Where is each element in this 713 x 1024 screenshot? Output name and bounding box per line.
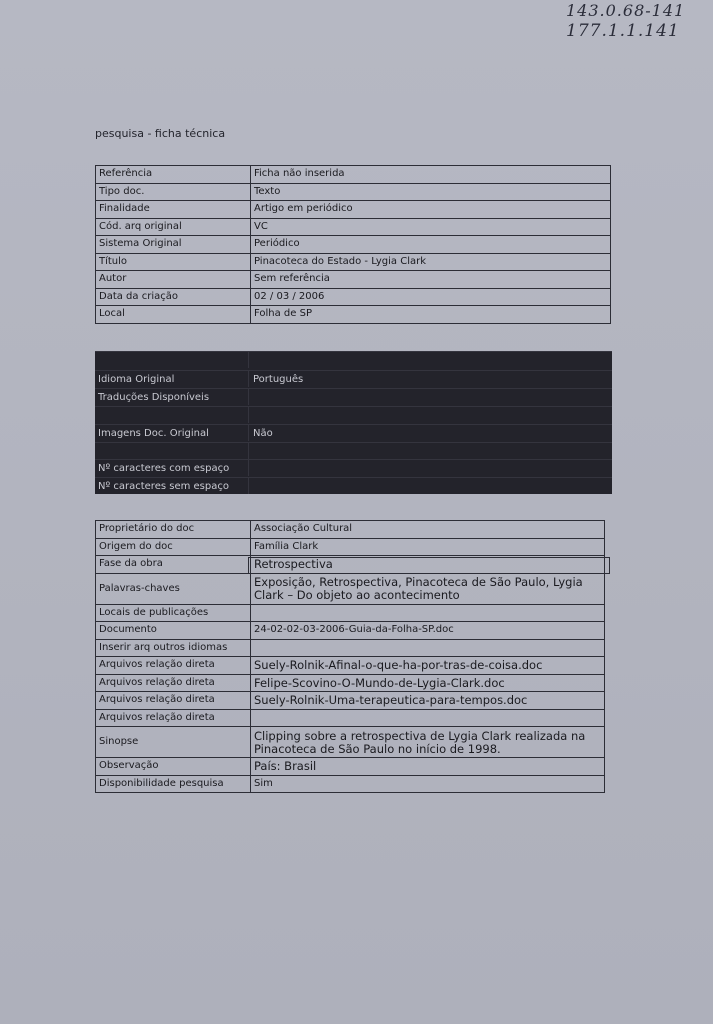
field-label: Autor bbox=[96, 271, 251, 289]
field-value: País: Brasil bbox=[251, 758, 605, 776]
field-label: Data da criação bbox=[96, 288, 251, 306]
table-row bbox=[96, 253, 611, 271]
reference-table bbox=[95, 165, 611, 324]
field-label: Observação bbox=[96, 758, 251, 776]
field-value: Associação Cultural bbox=[251, 521, 605, 539]
fase-value-box bbox=[248, 557, 610, 574]
field-value: Clipping sobre a retrospectiva de Lygia Clark realizada na Pinacoteca de São Paulo no início de 1998. bbox=[251, 727, 605, 758]
field-value bbox=[251, 639, 605, 657]
table-row bbox=[96, 604, 605, 622]
table-row bbox=[96, 288, 611, 306]
field-label: Finalidade bbox=[96, 201, 251, 219]
table-row bbox=[96, 201, 611, 219]
table-row bbox=[96, 622, 605, 640]
table-row bbox=[96, 166, 611, 184]
field-label: Inserir arq outros idiomas bbox=[96, 639, 251, 657]
field-value: Suely-Rolnik-Afinal-o-que-ha-por-tras-de-coisa.doc bbox=[251, 657, 605, 675]
table-row bbox=[96, 521, 605, 539]
table-row bbox=[95, 370, 612, 387]
handwritten-note-2: 177.1.1.141 bbox=[566, 21, 680, 41]
table-row bbox=[96, 674, 605, 692]
field-value: Felipe-Scovino-O-Mundo-de-Lygia-Clark.doc bbox=[251, 674, 605, 692]
field-label: Arquivos relação direta bbox=[96, 692, 251, 710]
field-label: Palavras-chaves bbox=[96, 573, 251, 604]
field-label: Documento bbox=[96, 622, 251, 640]
field-label: Locais de publicações bbox=[96, 604, 251, 622]
field-value: Não bbox=[253, 428, 273, 439]
table-row bbox=[95, 424, 612, 441]
field-value: Texto bbox=[251, 183, 611, 201]
field-label: Arquivos relação direta bbox=[96, 657, 251, 675]
field-label: Arquivos relação direta bbox=[96, 674, 251, 692]
field-value: Exposição, Retrospectiva, Pinacoteca de São Paulo, Lygia Clark – Do objeto ao acontecimento bbox=[251, 573, 605, 604]
table-row bbox=[96, 306, 611, 324]
field-value bbox=[251, 709, 605, 727]
handwritten-note-1: 143.0.68-141 bbox=[566, 1, 686, 20]
field-value: Retrospectiva bbox=[251, 556, 605, 574]
field-value: Português bbox=[253, 374, 304, 385]
field-label: Proprietário do doc bbox=[96, 521, 251, 539]
field-label: Referência bbox=[96, 166, 251, 184]
table-row bbox=[96, 692, 605, 710]
field-label: Cód. arq original bbox=[96, 218, 251, 236]
dark-row-empty bbox=[95, 351, 612, 368]
field-label: Arquivos relação direta bbox=[96, 709, 251, 727]
table-row bbox=[96, 758, 605, 776]
table-row bbox=[96, 727, 605, 758]
field-label: Sinopse bbox=[96, 727, 251, 758]
table-row bbox=[96, 538, 605, 556]
field-label: Sistema Original bbox=[96, 236, 251, 254]
field-label: Origem do doc bbox=[96, 538, 251, 556]
table-row bbox=[96, 573, 605, 604]
field-value: Sem referência bbox=[251, 271, 611, 289]
table-row bbox=[96, 657, 605, 675]
field-value: Artigo em periódico bbox=[251, 201, 611, 219]
page-title: pesquisa - ficha técnica bbox=[95, 127, 226, 140]
field-value: Pinacoteca do Estado - Lygia Clark bbox=[251, 253, 611, 271]
field-value: Ficha não inserida bbox=[251, 166, 611, 184]
table-row bbox=[96, 709, 605, 727]
table-row bbox=[96, 639, 605, 657]
field-label: Fase da obra bbox=[96, 556, 251, 574]
table-row bbox=[96, 775, 605, 793]
dark-row-spacer bbox=[95, 406, 612, 423]
field-label: Título bbox=[96, 253, 251, 271]
field-label: Idioma Original bbox=[98, 374, 175, 385]
field-value: Periódico bbox=[251, 236, 611, 254]
field-value: Suely-Rolnik-Uma-terapeutica-para-tempos.doc bbox=[251, 692, 605, 710]
field-value: Família Clark bbox=[251, 538, 605, 556]
table-row bbox=[96, 236, 611, 254]
table-row bbox=[96, 183, 611, 201]
field-value: VC bbox=[251, 218, 611, 236]
language-info-panel bbox=[95, 351, 612, 494]
field-value: 24-02-02-03-2006-Guia-da-Folha-SP.doc bbox=[251, 622, 605, 640]
field-value: Sim bbox=[251, 775, 605, 793]
table-row bbox=[96, 271, 611, 289]
field-label: Traduções Disponíveis bbox=[98, 392, 210, 403]
field-label: Imagens Doc. Original bbox=[98, 428, 209, 439]
field-label: Nº caracteres sem espaço bbox=[98, 481, 229, 492]
dark-row-spacer bbox=[95, 442, 612, 459]
field-label: Disponibilidade pesquisa bbox=[96, 775, 251, 793]
field-label: Nº caracteres com espaço bbox=[98, 463, 230, 474]
table-row bbox=[95, 388, 612, 405]
field-value: Folha de SP bbox=[251, 306, 611, 324]
field-label: Tipo doc. bbox=[96, 183, 251, 201]
table-row bbox=[95, 477, 612, 494]
field-label: Local bbox=[96, 306, 251, 324]
table-row bbox=[96, 218, 611, 236]
field-value bbox=[251, 604, 605, 622]
field-value: 02 / 03 / 2006 bbox=[251, 288, 611, 306]
table-row bbox=[95, 459, 612, 476]
